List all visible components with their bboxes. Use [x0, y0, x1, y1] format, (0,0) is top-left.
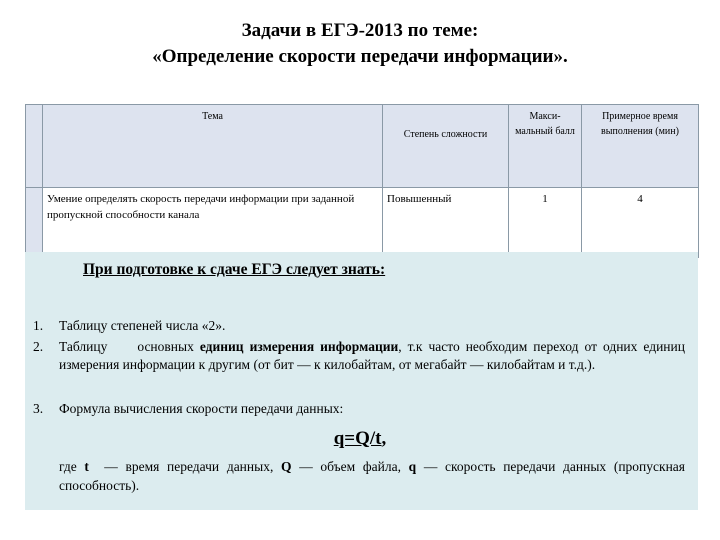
table-header-row — [26, 105, 699, 188]
formula-legend — [59, 457, 685, 495]
header-theme: Тема — [43, 105, 383, 188]
list-item — [33, 317, 685, 335]
list-item-text-bold: единиц измерения информации — [199, 339, 399, 354]
title-line-2: «Определение скорости передачи информации». — [152, 46, 568, 67]
legend-var-Q: Q — [281, 459, 292, 474]
table-stub-cell — [26, 105, 43, 188]
cell-level: Повышенный — [383, 188, 509, 258]
header-time: Примерное время выполнения (мин) — [582, 105, 699, 188]
formula-expression: q=Q/t — [333, 428, 382, 449]
table-row — [26, 188, 699, 258]
knowledge-box — [25, 252, 698, 510]
list-item-text-end: , т.к часто необходим переход от одних единиц измерения информации к другим (от бит — к килобайтам, от мегабайт — килобайтам и т.д.). — [59, 339, 685, 372]
legend-text: — объем файла, — [291, 459, 409, 474]
legend-var-q: q — [408, 459, 417, 474]
list-item-number: 3. — [33, 401, 44, 416]
header-level: Степень сложности — [383, 105, 509, 188]
formula — [0, 428, 720, 450]
list-item — [33, 400, 685, 418]
list-item-number: 1. — [33, 318, 44, 333]
formula-suffix: , — [381, 428, 387, 449]
page-title — [0, 18, 720, 70]
list-item-text: Формула вычисления скорости передачи данных: — [59, 401, 344, 416]
list-item-text-start: Таблицу основных — [59, 339, 200, 354]
cell-max-score: 1 — [509, 188, 582, 258]
legend-text: где — [59, 459, 85, 474]
legend-var-t: t — [84, 459, 89, 474]
cell-theme: Умение определять скорость передачи информации при заданной пропускной способности канала — [43, 188, 383, 258]
list-item-text — [59, 338, 685, 374]
exam-task-table — [25, 104, 699, 258]
list-item-number: 2. — [33, 339, 44, 354]
legend-text: — время передачи данных, — [88, 459, 282, 474]
box-heading: При подготовке к сдаче ЕГЭ следует знать: — [83, 261, 386, 278]
legend-text: — скорость передачи данных (пропускная способность). — [59, 459, 685, 493]
header-max-score: Макси-мальный балл — [509, 105, 582, 188]
list-item — [33, 338, 685, 374]
title-line-1: Задачи в ЕГЭ-2013 по теме: — [241, 20, 479, 41]
cell-time: 4 — [582, 188, 699, 258]
list-item-text: Таблицу степеней числа «2». — [59, 318, 226, 333]
table-stub-cell — [26, 188, 43, 258]
